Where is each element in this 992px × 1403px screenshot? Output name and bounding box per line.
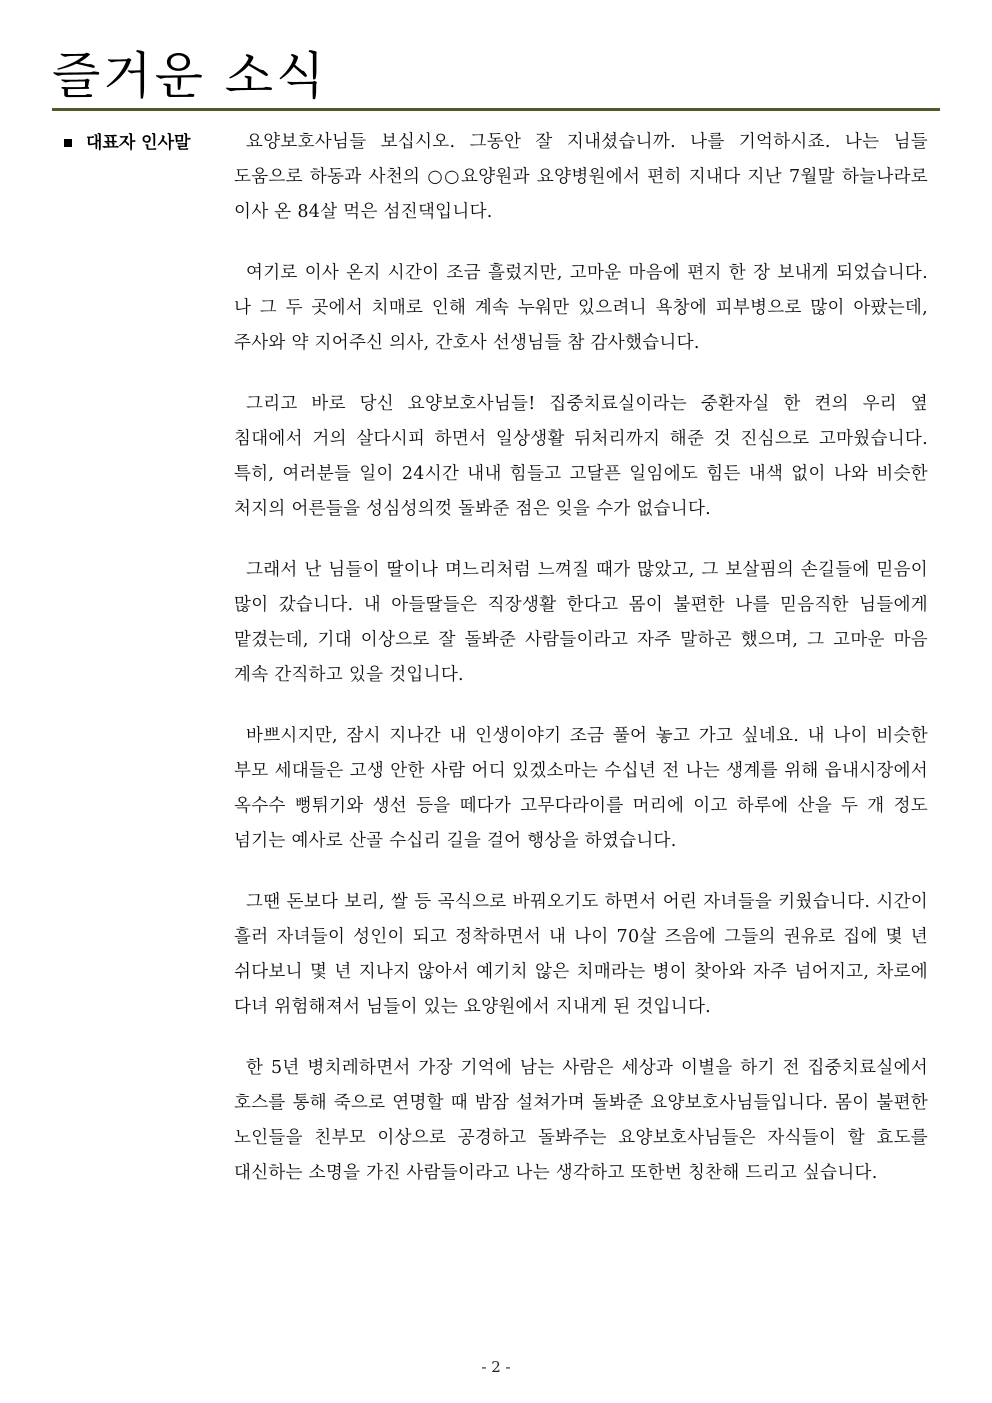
- paragraph-1: 요양보호사님들 보십시오. 그동안 잘 지내셨습니까. 나를 기억하시죠. 나는 님들 도움으로 하동과 사천의 ○○요양원과 요양병원에서 편히 지내다 지난 7월말 하늘나라로 이사 온 84살 먹은 섬진댁입니다.: [234, 132, 928, 222]
- page-title: 즐거운 소식: [52, 47, 328, 105]
- title-divider: [52, 108, 940, 111]
- page-number: - 2 -: [481, 1358, 511, 1376]
- section-heading-label: 대표자 인사말: [86, 133, 191, 153]
- paragraph-7: 한 5년 병치레하면서 가장 기억에 남는 사람은 세상과 이별을 하기 전 집중치료실에서 호스를 통해 죽으로 연명할 때 밤잠 설쳐가며 돌봐준 요양보호사님들입니다. 몸이 불편한 노인들을 친부모 이상으로 공경하고 돌봐주는 요양보호사님들은 자식들이 할 효도를 대신하는 소명을 가진 사람들이라고 나는 생각하고 또한번 칭찬해 드리고 싶습니다.: [234, 1058, 928, 1183]
- paragraph-4: 그래서 난 님들이 딸이나 며느리처럼 느껴질 때가 많았고, 그 보살핌의 손길들에 믿음이 많이 갔습니다. 내 아들딸들은 직장생활 한다고 몸이 불편한 나를 믿음직한 님들에게 맡겼는데, 기대 이상으로 잘 돌봐준 사람들이라고 자주 말하곤 했으며, 그 고마운 마음 계속 간직하고 있을 것입니다.: [234, 560, 928, 685]
- section-heading: [64, 130, 190, 156]
- paragraph-5: 바쁘시지만, 잠시 지나간 내 인생이야기 조금 풀어 놓고 가고 싶네요. 내 나이 비슷한 부모 세대들은 고생 안한 사람 어디 있겠소마는 수십년 전 나는 생계를 위해 읍내시장에서 옥수수 뻥튀기와 생선 등을 떼다가 고무다라이를 머리에 이고 하루에 산을 두 개 정도 넘기는 예사로 산골 수십리 길을 걸어 행상을 하였습니다.: [234, 726, 928, 851]
- paragraph-3: 그리고 바로 당신 요양보호사님들! 집중치료실이라는 중환자실 한 켠의 우리 옆 침대에서 거의 살다시피 하면서 일상생활 뒤처리까지 해준 것 진심으로 고마웠습니다. 특히, 여러분들 일이 24시간 내내 힘들고 고달픈 일임에도 힘든 내색 없이 나와 비슷한 처지의 어른들을 성심성의껏 돌봐준 점은 잊을 수가 없습니다.: [234, 394, 928, 519]
- paragraph-6: 그땐 돈보다 보리, 쌀 등 곡식으로 바꿔오기도 하면서 어린 자녀들을 키웠습니다. 시간이 흘러 자녀들이 성인이 되고 정착하면서 내 나이 70살 즈음에 그들의 권유로 집에 몇 년 쉬다보니 몇 년 지나지 않아서 예기치 않은 치매라는 병이 찾아와 자주 넘어지고, 차로에 다녀 위험해져서 님들이 있는 요양원에서 지내게 된 것입니다.: [234, 892, 928, 1017]
- paragraph-2: 여기로 이사 온지 시간이 조금 흘렀지만, 고마운 마음에 편지 한 장 보내게 되었습니다. 나 그 두 곳에서 치매로 인해 계속 누워만 있으려니 욕창에 피부병으로 많이 아팠는데, 주사와 약 지어주신 의사, 간호사 선생님들 참 감사했습니다.: [234, 263, 928, 353]
- letter-body: [234, 125, 928, 1217]
- square-bullet-icon: [64, 139, 72, 147]
